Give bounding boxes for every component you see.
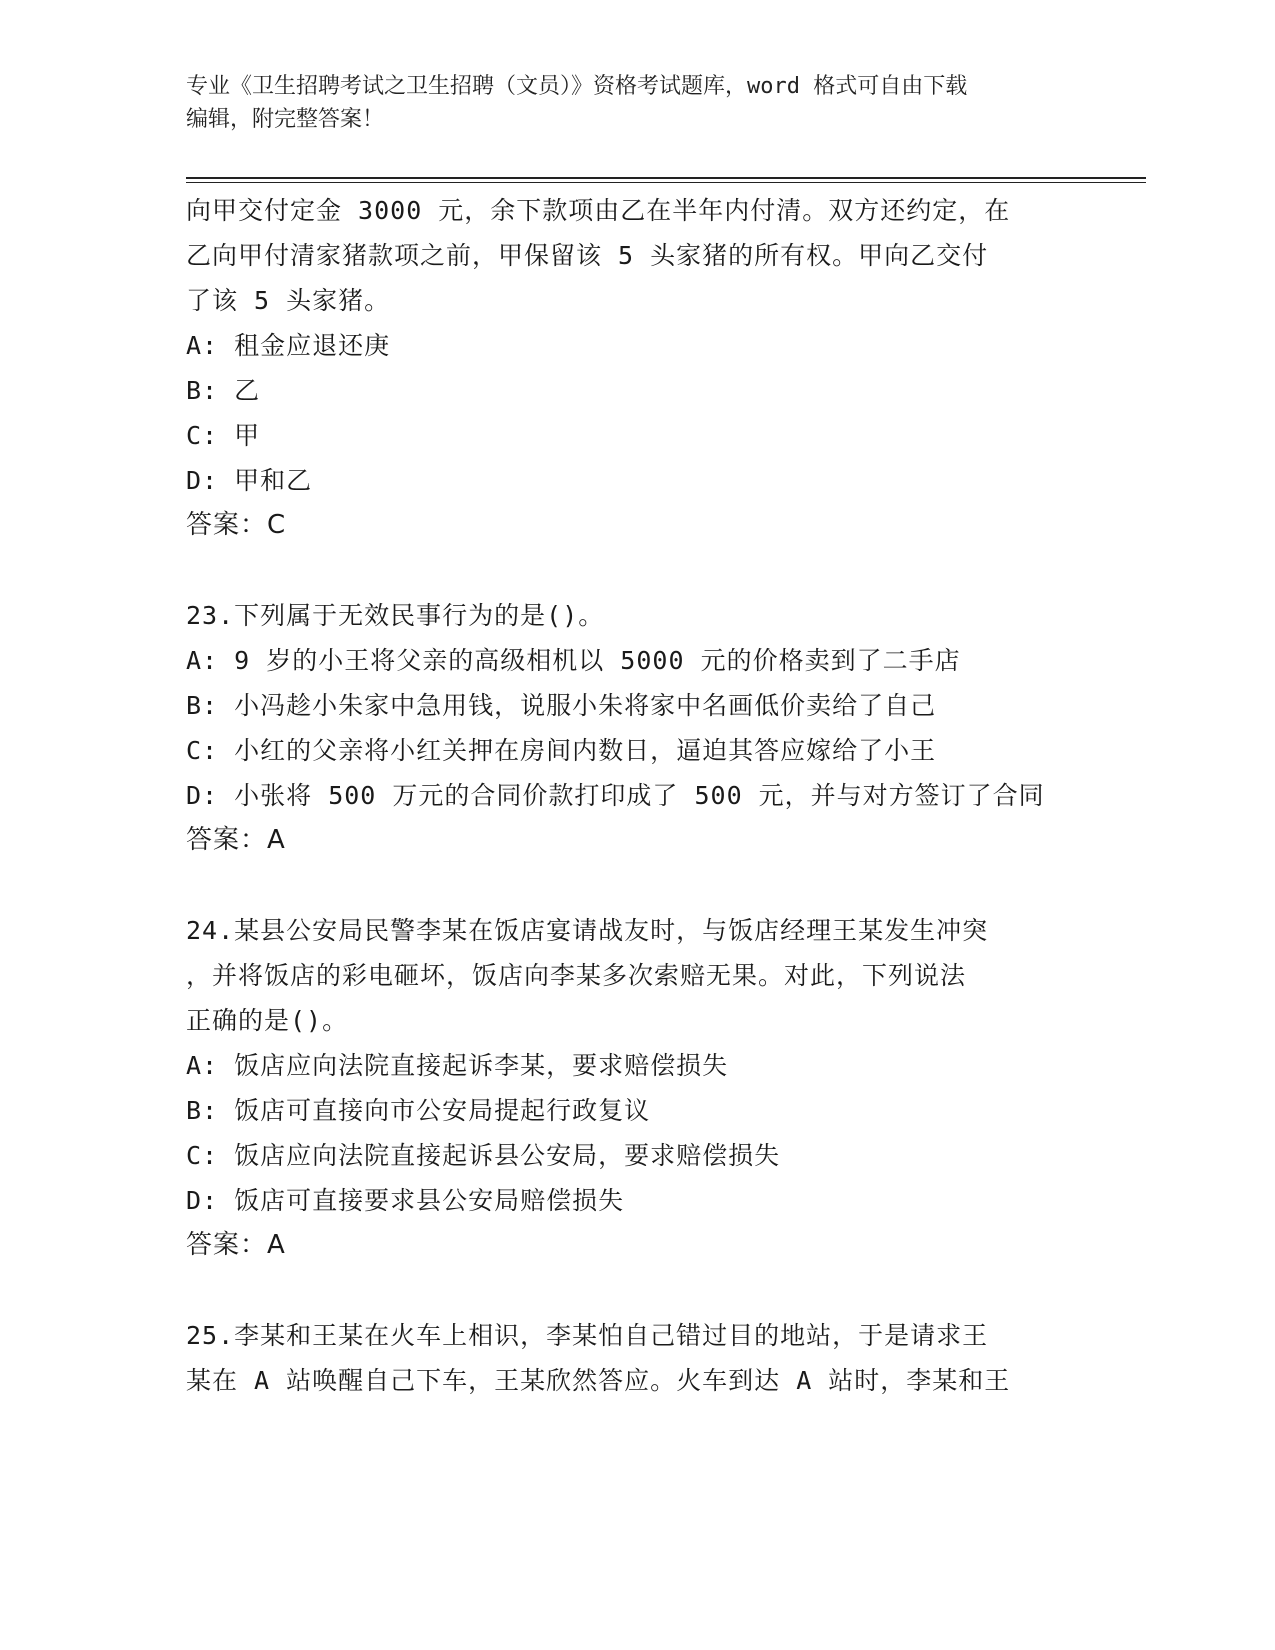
question-text-line: 23.下列属于无效民事行为的是()。 bbox=[186, 601, 605, 630]
header-line-1: 专业《卫生招聘考试之卫生招聘（文员）》资格考试题库，word 格式可自由下载 bbox=[186, 74, 968, 99]
option-c: C: 小红的父亲将小红关押在房间内数日，逼迫其答应嫁给了小王 bbox=[186, 736, 937, 765]
option-a: A: 租金应退还庚 bbox=[186, 331, 391, 360]
option-d: D: 甲和乙 bbox=[186, 466, 313, 495]
question-text-line: 了该 5 头家猪。 bbox=[186, 286, 391, 315]
question-24 bbox=[186, 908, 1106, 1268]
header-rule-thick bbox=[186, 177, 1146, 179]
option-d: D: 小张将 500 万元的合同价款打印成了 500 元，并与对方签订了合同 bbox=[186, 781, 1045, 810]
option-d: D: 饭店可直接要求县公安局赔偿损失 bbox=[186, 1186, 625, 1215]
question-22 bbox=[186, 188, 1106, 548]
question-text-line: 乙向甲付清家猪款项之前，甲保留该 5 头家猪的所有权。甲向乙交付 bbox=[186, 241, 989, 270]
question-text-line: 正确的是()。 bbox=[186, 1006, 349, 1035]
option-a: A: 饭店应向法院直接起诉李某，要求赔偿损失 bbox=[186, 1051, 729, 1080]
question-23 bbox=[186, 593, 1106, 863]
answer: 答案：A bbox=[186, 825, 286, 855]
page-header bbox=[186, 70, 1076, 136]
question-text-line: 某在 A 站唤醒自己下车，王某欣然答应。火车到达 A 站时，李某和王 bbox=[186, 1366, 1011, 1395]
question-25 bbox=[186, 1313, 1106, 1403]
answer: 答案：A bbox=[186, 1230, 286, 1260]
option-b: B: 饭店可直接向市公安局提起行政复议 bbox=[186, 1096, 651, 1125]
question-text-line: 向甲交付定金 3000 元，余下款项由乙在半年内付清。双方还约定，在 bbox=[186, 196, 1011, 225]
option-b: B: 小冯趁小朱家中急用钱，说服小朱将家中名画低价卖给了自己 bbox=[186, 691, 937, 720]
header-line-2: 编辑，附完整答案！ bbox=[186, 107, 385, 132]
option-b: B: 乙 bbox=[186, 376, 261, 405]
option-c: C: 甲 bbox=[186, 421, 261, 450]
answer: 答案：C bbox=[186, 510, 287, 540]
question-text-line: 25.李某和王某在火车上相识，李某怕自己错过目的地站，于是请求王 bbox=[186, 1321, 989, 1350]
option-c: C: 饭店应向法院直接起诉县公安局，要求赔偿损失 bbox=[186, 1141, 781, 1170]
header-rule-thin bbox=[186, 182, 1146, 183]
question-text-line: ，并将饭店的彩电砸坏，饭店向李某多次索赔无果。对此，下列说法 bbox=[186, 961, 967, 990]
option-a: A: 9 岁的小王将父亲的高级相机以 5000 元的价格卖到了二手店 bbox=[186, 646, 961, 675]
question-text-line: 24.某县公安局民警李某在饭店宴请战友时，与饭店经理王某发生冲突 bbox=[186, 916, 989, 945]
document-body bbox=[186, 188, 1106, 1403]
